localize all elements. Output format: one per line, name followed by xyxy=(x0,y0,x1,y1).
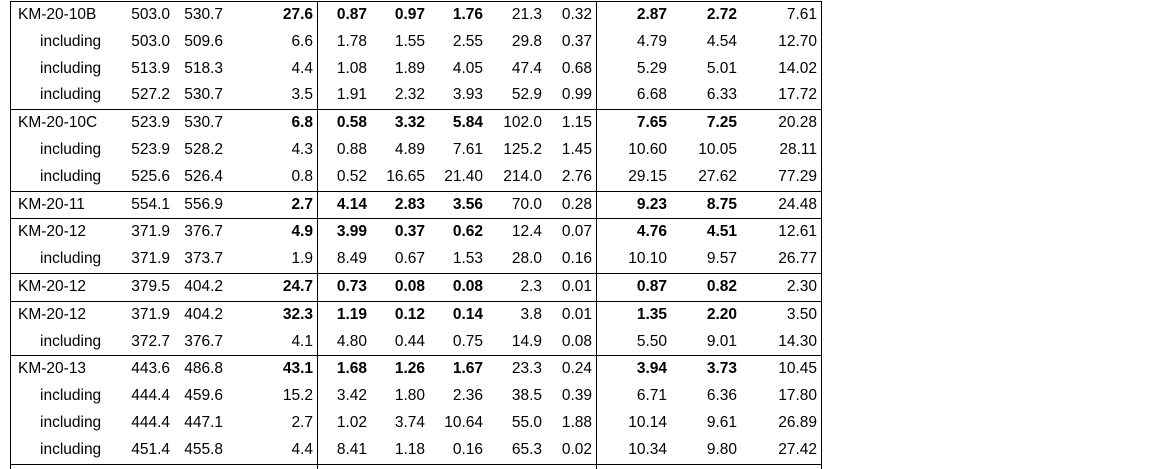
table-row xyxy=(11,356,821,383)
cell-value: 0.82 xyxy=(706,277,737,295)
cell-value: 1.55 xyxy=(394,32,425,50)
cell-hole-id: KM-20-12 xyxy=(18,223,87,241)
cell-value: 10.64 xyxy=(444,413,483,431)
cell-value: 455.8 xyxy=(184,440,223,458)
table-row xyxy=(11,410,821,437)
cell-value: 0.62 xyxy=(452,223,483,241)
cell-value: 3.5 xyxy=(227,82,318,109)
cell-value: 2.30 xyxy=(786,277,817,295)
cell-hole-id: KM-20-13 xyxy=(18,360,87,378)
cell-value: 451.4 xyxy=(131,440,170,458)
cell-value: 20.28 xyxy=(778,114,817,132)
cell-value: 6.71 xyxy=(636,387,667,405)
cell-value: 10.45 xyxy=(778,360,817,378)
cell-value: 0.01 xyxy=(546,274,597,301)
cell-value: 0.32 xyxy=(546,2,597,29)
cell-value: 0.8 xyxy=(227,164,318,191)
cell-value: 4.79 xyxy=(636,32,667,50)
cell-value: 3.32 xyxy=(394,114,425,132)
cell-value: 4.3 xyxy=(227,137,318,164)
cell-value: 27.62 xyxy=(698,167,737,185)
cell-value: 1.91 xyxy=(336,86,367,104)
cell-value: 29.8 xyxy=(511,32,542,50)
cell-hole-id: KM-20-11 xyxy=(18,195,85,213)
cell-hole-id: including xyxy=(40,413,102,431)
cell-value: 28.11 xyxy=(779,140,817,158)
cell-value: 6.68 xyxy=(636,86,667,104)
cell-value: 6.36 xyxy=(706,387,737,405)
cell-value: 4.9 xyxy=(227,219,318,246)
cell-empty xyxy=(318,465,371,469)
cell-value: 2.83 xyxy=(394,195,425,213)
cell-value: 24.48 xyxy=(778,195,817,213)
cell-value: 12.70 xyxy=(778,32,817,50)
cell-value: 371.9 xyxy=(131,305,170,323)
cell-value: 15.2 xyxy=(227,383,318,410)
cell-value: 486.8 xyxy=(184,360,223,378)
cell-value: 2.3 xyxy=(520,277,542,295)
cell-value: 447.1 xyxy=(184,413,223,431)
cell-value: 10.60 xyxy=(628,140,667,158)
cell-value: 70.0 xyxy=(511,195,542,213)
table-row xyxy=(11,329,821,356)
cell-value: 371.9 xyxy=(131,250,170,268)
cell-value: 0.14 xyxy=(452,305,483,323)
cell-value: 503.0 xyxy=(131,6,170,23)
cell-value: 1.9 xyxy=(227,246,318,273)
table-row xyxy=(11,383,821,410)
cell-value: 1.89 xyxy=(394,59,425,77)
table-row xyxy=(11,110,821,137)
table-group xyxy=(11,110,821,191)
cell-value: 1.35 xyxy=(636,305,667,323)
cell-value: 2.72 xyxy=(706,6,737,23)
drill-results-table xyxy=(10,1,822,469)
table-group xyxy=(11,274,821,302)
cell-value: 10.05 xyxy=(698,140,737,158)
cell-value: 21.3 xyxy=(511,6,542,23)
cell-value: 3.94 xyxy=(636,360,667,378)
table-row xyxy=(11,302,821,329)
cell-value: 5.50 xyxy=(636,332,667,350)
cell-value: 9.61 xyxy=(706,413,737,431)
table-row xyxy=(11,2,821,29)
cell-value: 0.87 xyxy=(336,6,367,23)
table-row xyxy=(11,246,821,273)
cell-value: 0.97 xyxy=(394,6,425,23)
cell-value: 65.3 xyxy=(511,440,542,458)
cell-empty xyxy=(227,465,318,469)
cell-value: 530.7 xyxy=(184,6,223,23)
cell-value: 379.5 xyxy=(131,277,170,295)
cell-value: 2.36 xyxy=(452,387,483,405)
cell-value: 9.23 xyxy=(636,195,667,213)
cell-hole-id: KM-20-10B xyxy=(18,6,97,23)
table-row xyxy=(11,219,821,246)
cell-value: 28.0 xyxy=(511,250,542,268)
cell-value: 1.76 xyxy=(452,6,483,23)
cell-value: 0.88 xyxy=(336,140,367,158)
cell-hole-id: including xyxy=(40,332,102,350)
cell-empty xyxy=(741,465,821,469)
cell-value: 6.8 xyxy=(227,110,318,137)
cell-value: 373.7 xyxy=(184,250,223,268)
cell-value: 8.49 xyxy=(336,250,367,268)
cell-value: 1.45 xyxy=(546,137,597,164)
cell-value: 3.99 xyxy=(336,223,367,241)
cell-value: 0.39 xyxy=(546,383,597,410)
cell-value: 16.65 xyxy=(386,167,425,185)
cell-value: 14.02 xyxy=(778,59,817,77)
cell-value: 528.2 xyxy=(184,140,223,158)
cell-value: 1.68 xyxy=(336,360,367,378)
cell-value: 102.0 xyxy=(503,114,542,132)
cell-value: 503.0 xyxy=(131,32,170,50)
cell-value: 32.3 xyxy=(227,302,318,329)
table-row xyxy=(11,274,821,301)
cell-empty xyxy=(597,465,671,469)
cell-value: 7.65 xyxy=(636,114,667,132)
cell-value: 1.67 xyxy=(452,360,483,378)
cell-value: 0.44 xyxy=(394,332,425,350)
cell-value: 52.9 xyxy=(511,86,542,104)
cell-value: 1.53 xyxy=(452,250,483,268)
table-row xyxy=(11,82,821,109)
cell-value: 1.15 xyxy=(546,110,597,137)
cell-value: 8.75 xyxy=(706,195,737,213)
cell-value: 23.3 xyxy=(511,360,542,378)
cell-value: 214.0 xyxy=(503,167,542,185)
cell-value: 14.30 xyxy=(778,332,817,350)
cell-value: 8.41 xyxy=(336,440,367,458)
cell-value: 509.6 xyxy=(184,32,223,50)
cell-value: 0.12 xyxy=(394,305,425,323)
cell-value: 554.1 xyxy=(131,195,170,213)
cell-value: 5.84 xyxy=(452,114,483,132)
cell-value: 525.6 xyxy=(131,167,170,185)
cell-value: 0.01 xyxy=(546,302,597,329)
cell-hole-id: including xyxy=(40,440,102,458)
table-group xyxy=(11,219,821,274)
cell-value: 3.73 xyxy=(706,360,737,378)
cell-empty xyxy=(671,465,741,469)
cell-value: 1.80 xyxy=(394,387,425,405)
cell-value: 4.4 xyxy=(227,437,318,464)
cell-value: 1.02 xyxy=(336,413,367,431)
cell-value: 4.05 xyxy=(452,59,483,77)
cell-hole-id: KM-20-12 xyxy=(18,305,87,323)
cell-value: 4.14 xyxy=(336,195,367,213)
cell-value: 55.0 xyxy=(511,413,542,431)
cell-value: 1.08 xyxy=(336,59,367,77)
table-group xyxy=(11,302,821,357)
cell-value: 4.80 xyxy=(336,332,367,350)
cell-value: 14.9 xyxy=(511,332,542,350)
cell-value: 404.2 xyxy=(184,305,223,323)
table-group xyxy=(11,192,821,220)
cell-value: 443.6 xyxy=(131,360,170,378)
cell-value: 7.61 xyxy=(452,140,483,158)
cell-value: 518.3 xyxy=(184,59,223,77)
cell-value: 17.80 xyxy=(778,387,817,405)
cell-value: 376.7 xyxy=(184,223,223,241)
cell-hole-id: including xyxy=(40,167,102,185)
cell-hole-id: including xyxy=(40,59,102,77)
cell-value: 444.4 xyxy=(131,387,170,405)
cell-value: 1.88 xyxy=(546,410,597,437)
cell-value: 7.61 xyxy=(786,6,817,23)
cell-value: 0.73 xyxy=(336,277,367,295)
cell-value: 2.7 xyxy=(227,410,318,437)
cell-value: 372.7 xyxy=(131,332,170,350)
table-row xyxy=(11,137,821,164)
cell-value: 527.2 xyxy=(131,86,170,104)
cell-value: 9.01 xyxy=(706,332,737,350)
cell-value: 3.93 xyxy=(452,86,483,104)
cell-value: 1.78 xyxy=(336,32,367,50)
cell-value: 2.87 xyxy=(636,6,667,23)
cell-value: 26.77 xyxy=(778,250,817,268)
cell-value: 47.4 xyxy=(511,59,542,77)
cell-value: 526.4 xyxy=(184,167,223,185)
cell-value: 444.4 xyxy=(131,413,170,431)
cell-empty xyxy=(371,465,429,469)
cell-value: 17.72 xyxy=(778,86,817,104)
table-group xyxy=(11,356,821,464)
cell-empty xyxy=(174,465,227,469)
cell-value: 459.6 xyxy=(184,387,223,405)
cell-value: 6.6 xyxy=(227,29,318,56)
clipped-next-row xyxy=(11,465,821,469)
cell-hole-id: including xyxy=(40,250,102,268)
table-row xyxy=(11,29,821,56)
cell-value: 0.28 xyxy=(546,192,597,219)
cell-value: 0.02 xyxy=(546,437,597,464)
cell-value: 12.61 xyxy=(778,223,817,241)
cell-value: 26.89 xyxy=(778,413,817,431)
cell-value: 0.08 xyxy=(394,277,425,295)
cell-value: 5.01 xyxy=(706,59,737,77)
cell-value: 0.87 xyxy=(636,277,667,295)
cell-value: 4.54 xyxy=(706,32,737,50)
cell-value: 0.68 xyxy=(546,56,597,83)
cell-value: 27.6 xyxy=(227,2,318,29)
cell-hole-id: KM-20-12 xyxy=(18,277,87,295)
cell-value: 4.51 xyxy=(706,223,737,241)
cell-empty xyxy=(429,465,487,469)
cell-value: 5.29 xyxy=(636,59,667,77)
cell-value: 10.10 xyxy=(628,250,667,268)
cell-value: 2.7 xyxy=(227,192,318,219)
cell-value: 21.40 xyxy=(444,167,483,185)
cell-hole-id: including xyxy=(40,387,102,405)
cell-value: 4.89 xyxy=(394,140,425,158)
cell-value: 9.80 xyxy=(706,440,737,458)
cell-value: 1.18 xyxy=(394,440,425,458)
cell-value: 3.8 xyxy=(520,305,542,323)
cell-value: 1.19 xyxy=(336,305,367,323)
cell-value: 27.42 xyxy=(778,440,817,458)
cell-value: 2.55 xyxy=(452,32,483,50)
cell-value: 530.7 xyxy=(184,86,223,104)
table-row xyxy=(11,192,821,219)
cell-value: 513.9 xyxy=(131,59,170,77)
cell-value: 530.7 xyxy=(184,114,223,132)
cell-value: 3.74 xyxy=(394,413,425,431)
cell-value: 3.50 xyxy=(786,305,817,323)
cell-value: 77.29 xyxy=(778,167,817,185)
cell-value: 43.1 xyxy=(227,356,318,383)
table-row xyxy=(11,56,821,83)
cell-value: 3.42 xyxy=(336,387,367,405)
cell-hole-id: KM-20-10C xyxy=(18,114,98,132)
table-row xyxy=(11,437,821,464)
cell-value: 0.52 xyxy=(336,167,367,185)
cell-value: 1.26 xyxy=(394,360,425,378)
cell-hole-id: including xyxy=(40,86,102,104)
cell-value: 0.37 xyxy=(546,29,597,56)
cell-value: 4.76 xyxy=(636,223,667,241)
cell-value: 0.67 xyxy=(394,250,425,268)
cell-value: 0.16 xyxy=(546,246,597,273)
cell-empty xyxy=(546,465,597,469)
cell-value: 4.4 xyxy=(227,56,318,83)
table-row xyxy=(11,164,821,191)
cell-value: 371.9 xyxy=(131,223,170,241)
cell-value: 9.57 xyxy=(706,250,737,268)
cell-empty xyxy=(11,465,122,469)
cell-value: 3.56 xyxy=(452,195,483,213)
cell-value: 10.14 xyxy=(628,413,667,431)
cell-value: 2.20 xyxy=(706,305,737,323)
cell-value: 556.9 xyxy=(184,195,223,213)
cell-value: 376.7 xyxy=(184,332,223,350)
cell-value: 2.76 xyxy=(546,164,597,191)
cell-value: 29.15 xyxy=(628,167,667,185)
cell-value: 10.34 xyxy=(628,440,667,458)
cell-empty xyxy=(487,465,546,469)
cell-value: 6.33 xyxy=(706,86,737,104)
cell-value: 4.1 xyxy=(227,329,318,356)
cell-value: 2.32 xyxy=(394,86,425,104)
cell-value: 0.37 xyxy=(394,223,425,241)
cell-empty xyxy=(122,465,174,469)
cell-value: 0.99 xyxy=(546,82,597,109)
cell-hole-id: including xyxy=(40,140,102,158)
cell-value: 0.16 xyxy=(452,440,483,458)
cell-value: 0.07 xyxy=(546,219,597,246)
cell-value: 523.9 xyxy=(131,140,170,158)
table-group xyxy=(11,2,821,110)
cell-value: 24.7 xyxy=(227,274,318,301)
cell-value: 12.4 xyxy=(511,223,542,241)
cell-value: 0.08 xyxy=(546,329,597,356)
cell-value: 404.2 xyxy=(184,277,223,295)
cell-value: 0.75 xyxy=(452,332,483,350)
cell-value: 0.58 xyxy=(336,114,367,132)
cell-value: 38.5 xyxy=(511,387,542,405)
cell-value: 0.08 xyxy=(452,277,483,295)
cell-hole-id: including xyxy=(40,32,102,50)
cell-value: 125.2 xyxy=(503,140,542,158)
cell-value: 0.24 xyxy=(546,356,597,383)
cell-value: 523.9 xyxy=(131,114,170,132)
cell-value: 7.25 xyxy=(706,114,737,132)
